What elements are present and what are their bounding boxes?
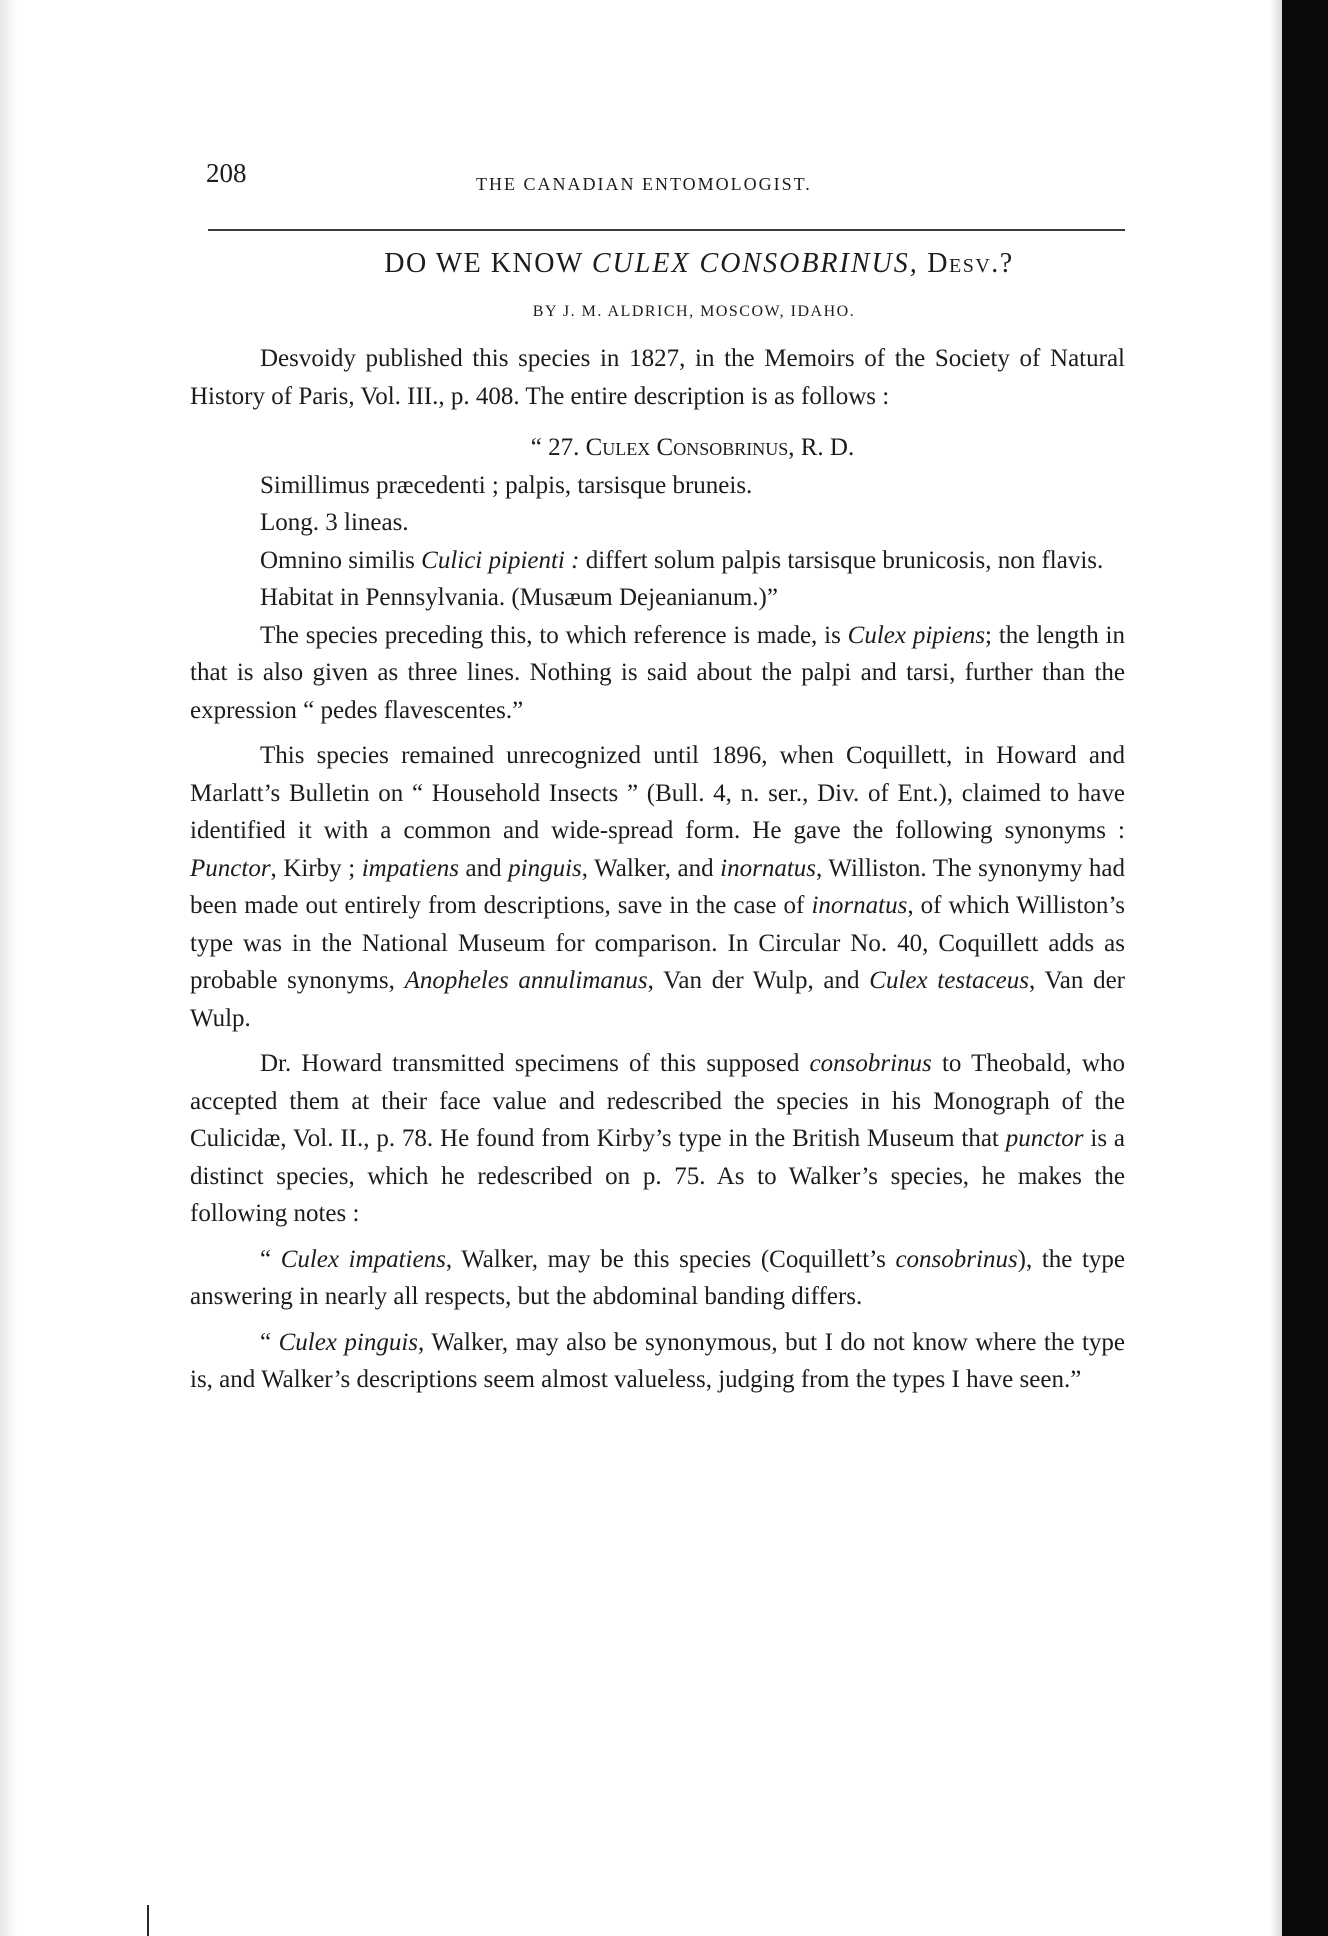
quote-line-3-species: Culici pipienti : (421, 546, 580, 574)
p3-text-o: , Van der Wulp. (190, 967, 1125, 1032)
quote-line-3-rest: differt solum palpis tarsisque brunicosis, non flavis. (579, 546, 1104, 574)
p3-text-i: , Williston. The synonymy had been made out entirely from descriptions, save in the case of (190, 854, 1125, 919)
paragraph-preceding-species (190, 617, 1125, 730)
p5-quote: “ (260, 1245, 281, 1273)
article-byline: BY J. M. ALDRICH, MOSCOW, IDAHO. (532, 303, 856, 320)
page-binding-left (0, 0, 18, 1936)
p4-species-consobrinus: consobrinus (809, 1050, 932, 1077)
p3-text-k: , of which Williston’s type was in the National Museum for comparison. In Circular No. 40, Coquillett adds as probable synonyms, (190, 892, 1126, 994)
quote-line-2: Long. 3 lineas. (260, 509, 409, 536)
paragraph-intro: Desvoidy published this species in 1827, in the Memoirs of the Society of Natural History of Paris, Vol. III., p. 408. The entire description is as follows : (190, 345, 1125, 410)
p3-text-m: , Van der Wulp, and (647, 967, 870, 994)
p4-species-punctor: punctor (1005, 1125, 1084, 1152)
quote-line-3 (190, 542, 1125, 580)
article-body (190, 340, 1125, 1399)
p3-species-anopheles: Anopheles annulimanus (404, 967, 648, 994)
p6-quote: “ (260, 1328, 279, 1356)
p2-text: The species preceding this, to which reference is made, is (260, 621, 848, 649)
p2-species: Culex pipiens (847, 621, 986, 649)
p5-text-e: ), the type answering in nearly all respects, but the abdominal banding differs. (190, 1245, 1125, 1310)
header-rule (208, 229, 1125, 231)
p3-species-punctor: Punctor (190, 854, 271, 882)
p4-text-e: is a distinct species, which he redescribed on p. 75. As to Walker’s species, he makes the following notes : (190, 1125, 1125, 1227)
page-edge-shadow (1270, 0, 1282, 1936)
running-title: THE CANADIAN ENTOMOLOGIST. (476, 174, 812, 194)
book-spine-right (1282, 0, 1328, 1936)
p4-text-c: to Theobald, who accepted them at their face value and redescribed the species in his Monograph of the Culicidæ, Vol. II., p. 78. He found from Kirby’s type in the British Museum that (190, 1050, 1125, 1152)
p5-species-consobrinus: consobrinus (895, 1245, 1018, 1273)
quote-heading: “ 27. Culex Consobrinus, R. D. (530, 434, 855, 461)
p5-species: Culex impatiens (280, 1245, 446, 1273)
paragraph-synonyms (190, 737, 1125, 1037)
p4-text-a: Dr. Howard transmitted specimens of this supposed (260, 1050, 810, 1077)
paragraph-impatiens-note (190, 1241, 1125, 1316)
p3-text-e: and (458, 854, 509, 882)
p6-text-c: , Walker, may also be synonymous, but I do not know where the type is, and Walker’s descriptions seem almost valueless, judging from the types I have seen.” (190, 1328, 1125, 1393)
title-author: Desv.? (927, 248, 1014, 279)
page-number: 208 (206, 158, 247, 188)
p3-species-inornatus: inornatus (720, 854, 816, 882)
p2-rest: ; the length in that is also given as three lines. Nothing is said about the palpi and tarsi, further than the expression “ pedes flavescentes.” (190, 621, 1125, 724)
p6-species: Culex pinguis (278, 1328, 419, 1356)
p5-text-c: , Walker, may be this species (Coquillett’s (445, 1245, 896, 1273)
p3-species-testaceus: Culex testaceus (869, 967, 1029, 994)
page-header (206, 158, 1126, 198)
scan-mark (147, 1905, 149, 1936)
p3-text-c: , Kirby ; (270, 854, 362, 882)
p3-species-pinguis: pinguis (508, 854, 582, 882)
p3-species-inornatus-2: inornatus (811, 892, 908, 919)
article-title (0, 248, 1328, 280)
paragraph-pinguis-note (190, 1324, 1125, 1399)
quote-line-1: Simillimus præcedenti ; palpis, tarsisque bruneis. (260, 471, 753, 499)
p3-text-g: , Walker, and (581, 854, 721, 882)
p3-species-impatiens: impatiens (361, 854, 459, 882)
paragraph-howard (190, 1045, 1125, 1233)
quote-line-4: Habitat in Pennsylvania. (Musæum Dejeanianum.)” (260, 584, 778, 611)
quote-line-3-text: Omnino similis (260, 546, 422, 574)
title-prefix: DO WE KNOW (384, 248, 584, 279)
title-species: CULEX CONSOBRINUS, (591, 248, 919, 279)
p3-text-a: This species remained unrecognized until 1896, when Coquillett, in Howard and Marlatt’s Bulletin on “ Household Insects ” (Bull. 4, n. ser., Div. of Ent.), claimed to have identified it with a common and wide-spread form. He gave the following synonyms : (190, 742, 1125, 844)
